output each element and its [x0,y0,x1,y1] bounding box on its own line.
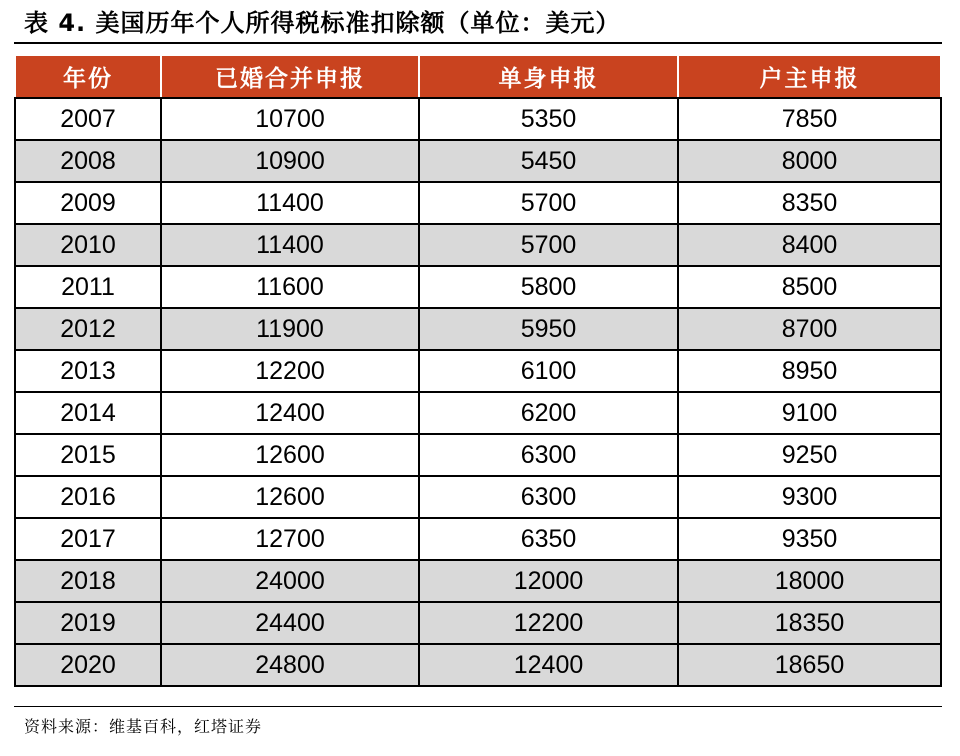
cell-married-joint: 11900 [161,308,419,350]
cell-single: 5700 [419,182,678,224]
cell-head-of-household: 8350 [678,182,941,224]
cell-married-joint: 12200 [161,350,419,392]
cell-single: 6100 [419,350,678,392]
cell-single: 12000 [419,560,678,602]
cell-year: 2008 [15,140,161,182]
cell-head-of-household: 9300 [678,476,941,518]
cell-year: 2018 [15,560,161,602]
cell-head-of-household: 8000 [678,140,941,182]
cell-year: 2020 [15,644,161,686]
cell-single: 5350 [419,98,678,140]
source-divider [14,706,942,707]
table-row [15,308,941,350]
table-row [15,518,941,560]
table-row [15,140,941,182]
title-divider [14,42,942,44]
column-header-year: 年份 [15,55,161,98]
cell-married-joint: 12600 [161,476,419,518]
cell-head-of-household: 18650 [678,644,941,686]
cell-head-of-household: 8700 [678,308,941,350]
cell-married-joint: 12700 [161,518,419,560]
cell-year: 2011 [15,266,161,308]
deduction-table [14,54,942,687]
cell-single: 6300 [419,476,678,518]
source-note: 资料来源：维基百科，红塔证券 [24,717,263,736]
cell-year: 2016 [15,476,161,518]
cell-married-joint: 12400 [161,392,419,434]
cell-head-of-household: 8950 [678,350,941,392]
cell-head-of-household: 9250 [678,434,941,476]
cell-year: 2012 [15,308,161,350]
column-header-married-joint: 已婚合并申报 [161,55,419,98]
table-row [15,644,941,686]
cell-married-joint: 24400 [161,602,419,644]
cell-married-joint: 24000 [161,560,419,602]
cell-year: 2010 [15,224,161,266]
table-row [15,434,941,476]
cell-single: 5700 [419,224,678,266]
table-header-row [15,55,941,98]
cell-married-joint: 11400 [161,182,419,224]
column-header-head-of-household: 户主申报 [678,55,941,98]
column-header-single: 单身申报 [419,55,678,98]
cell-year: 2017 [15,518,161,560]
cell-single: 12400 [419,644,678,686]
cell-year: 2007 [15,98,161,140]
cell-year: 2009 [15,182,161,224]
table-title: 表 4. 美国历年个人所得税标准扣除额（单位：美元） [24,9,621,37]
cell-head-of-household: 8400 [678,224,941,266]
table-row [15,98,941,140]
cell-head-of-household: 9100 [678,392,941,434]
cell-year: 2019 [15,602,161,644]
cell-head-of-household: 8500 [678,266,941,308]
cell-married-joint: 12600 [161,434,419,476]
cell-single: 5800 [419,266,678,308]
cell-married-joint: 10700 [161,98,419,140]
cell-single: 5450 [419,140,678,182]
table-row [15,476,941,518]
table-row [15,392,941,434]
cell-single: 6300 [419,434,678,476]
cell-year: 2013 [15,350,161,392]
table-row [15,602,941,644]
cell-single: 5950 [419,308,678,350]
table-row [15,224,941,266]
table-row [15,350,941,392]
cell-head-of-household: 18000 [678,560,941,602]
table-row [15,182,941,224]
cell-single: 6200 [419,392,678,434]
cell-single: 6350 [419,518,678,560]
cell-head-of-household: 9350 [678,518,941,560]
cell-married-joint: 24800 [161,644,419,686]
cell-head-of-household: 18350 [678,602,941,644]
table-row [15,266,941,308]
cell-year: 2015 [15,434,161,476]
cell-single: 12200 [419,602,678,644]
cell-year: 2014 [15,392,161,434]
table-body [15,98,941,686]
cell-married-joint: 11600 [161,266,419,308]
cell-married-joint: 11400 [161,224,419,266]
cell-head-of-household: 7850 [678,98,941,140]
table-row [15,560,941,602]
cell-married-joint: 10900 [161,140,419,182]
